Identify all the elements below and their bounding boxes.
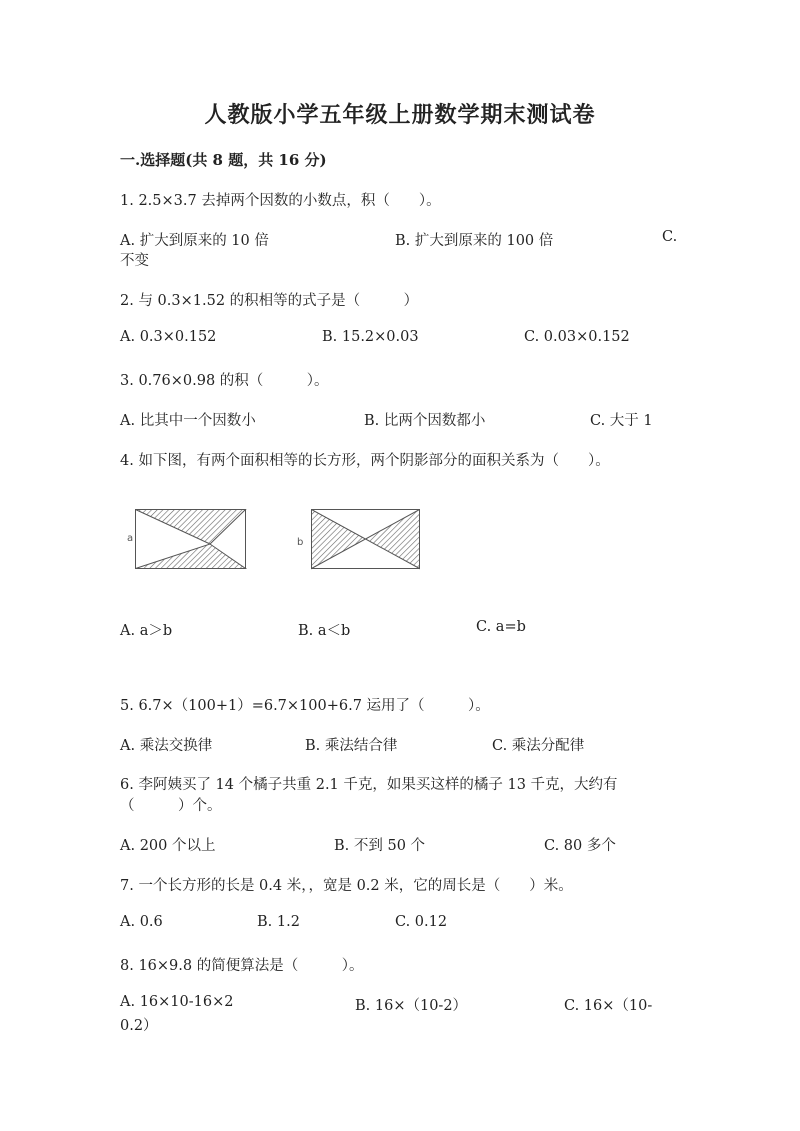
- question-3-stem: 3. 0.76×0.98 的积（ ）。: [120, 373, 329, 389]
- question-7-option-c: C. 0.12: [395, 914, 448, 930]
- question-5-stem: 5. 6.7×（100+1）=6.7×100+6.7 运用了（ ）。: [120, 698, 490, 714]
- question-2-option-b: B. 15.2×0.03: [322, 329, 419, 345]
- rectangle-figure-b: [311, 509, 421, 570]
- question-8-option-b: B. 16×（10-2）: [355, 998, 468, 1014]
- question-6-option-c: C. 80 多个: [544, 838, 616, 854]
- question-6-option-a: A. 200 个以上: [120, 838, 216, 854]
- question-5-option-c: C. 乘法分配律: [492, 738, 585, 754]
- question-7-option-b: B. 1.2: [257, 914, 300, 930]
- question-4-stem: 4. 如下图，有两个面积相等的长方形，两个阴影部分的面积关系为（ ）。: [120, 453, 610, 469]
- question-8-option-c-continued: 0.2）: [120, 1018, 158, 1034]
- question-1-option-c-text: 不变: [120, 253, 149, 269]
- rectangle-figure-a: [135, 509, 247, 570]
- question-1-stem: 1. 2.5×3.7 去掉两个因数的小数点，积（ ）。: [120, 193, 441, 209]
- question-6-stem-line2: （ ）个。: [120, 798, 222, 814]
- question-4-option-c: C. a=b: [476, 619, 526, 635]
- question-4-option-a: A. a＞b: [120, 623, 173, 639]
- page-title: 人教版小学五年级上册数学期末测试卷: [204, 102, 596, 128]
- question-8-option-a: A. 16×10-16×2: [120, 994, 234, 1010]
- question-5-option-b: B. 乘法结合律: [305, 738, 398, 754]
- section-heading: 一.选择题(共 8 题，共 16 分): [120, 151, 327, 169]
- question-3-option-b: B. 比两个因数都小: [364, 413, 486, 429]
- question-6-stem: 6. 李阿姨买了 14 个橘子共重 2.1 千克，如果买这样的橘子 13 千克，大约有: [120, 777, 618, 793]
- question-4-option-b: B. a＜b: [298, 623, 351, 639]
- question-1-option-c: C.: [662, 229, 678, 245]
- question-7-stem: 7. 一个长方形的长是 0.4 米，，宽是 0.2 米，它的周长是（ ）米。: [120, 878, 573, 894]
- question-3-option-a: A. 比其中一个因数小: [120, 413, 256, 429]
- question-8-stem: 8. 16×9.8 的简便算法是（ ）。: [120, 958, 364, 974]
- question-6-option-b: B. 不到 50 个: [334, 838, 426, 854]
- question-5-option-a: A. 乘法交换律: [120, 738, 213, 754]
- question-8-option-c: C. 16×（10-: [564, 998, 653, 1014]
- question-1-option-a: A. 扩大到原来的 10 倍: [120, 233, 269, 249]
- question-3-option-c: C. 大于 1: [590, 413, 653, 429]
- figure-label-a: a: [127, 533, 134, 544]
- question-1-option-b: B. 扩大到原来的 100 倍: [395, 233, 554, 249]
- question-2-option-a: A. 0.3×0.152: [120, 329, 217, 345]
- question-7-option-a: A. 0.6: [120, 914, 163, 930]
- question-2-stem: 2. 与 0.3×1.52 的积相等的式子是（ ）: [120, 293, 419, 309]
- question-2-option-c: C. 0.03×0.152: [524, 329, 630, 345]
- figure-label-b: b: [297, 537, 304, 548]
